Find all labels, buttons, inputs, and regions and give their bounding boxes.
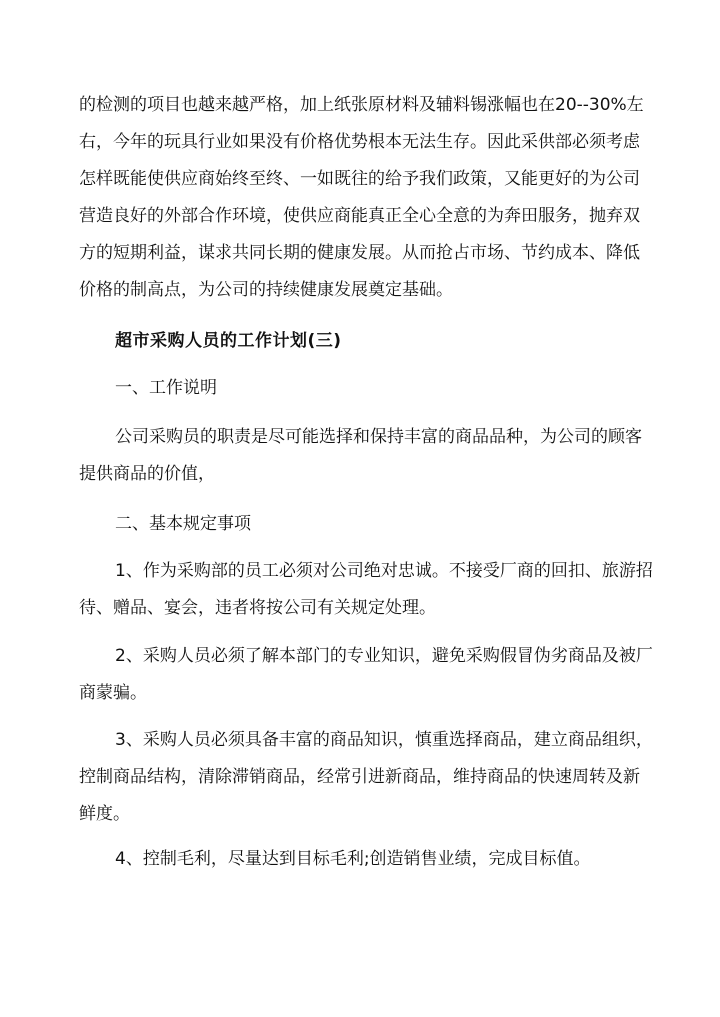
text-line: 1、作为采购部的员工必须对公司绝对忠诚。不接受厂商的回扣、旅游招 (115, 561, 653, 581)
text-line: 营造良好的外部合作环境，使供应商能真正全心全意的为奔田服务，抛弃双 (79, 206, 640, 226)
text-line: 商蒙骗。 (79, 683, 147, 703)
paragraph-intro (79, 87, 649, 309)
section-title-block (79, 323, 649, 360)
text-line: 价格的制高点，为公司的持续健康发展奠定基础。 (79, 280, 453, 300)
section2-heading: 二、基本规定事项 (115, 514, 251, 534)
text-line: 提供商品的价值， (79, 464, 215, 484)
paragraph-job-description (79, 419, 649, 493)
text-line: 待、赠品、宴会，违者将按公司有关规定处理。 (79, 598, 436, 618)
list-item-2 (79, 638, 653, 712)
text-line: 4、控制毛利，尽量达到目标毛利;创造销售业绩，完成目标值。 (115, 849, 591, 869)
text-line: 怎样既能使供应商始终至终、一如既往的给予我们政策，又能更好的为公司 (79, 169, 640, 189)
text-line: 右，今年的玩具行业如果没有价格优势根本无法生存。因此采供部必须考虑 (79, 132, 640, 152)
text-line: 控制商品结构，清除滞销商品，经常引进新商品，维持商品的快速周转及新 (79, 767, 640, 787)
section-title: 超市采购人员的工作计划(三) (115, 331, 342, 351)
section1-heading-block (79, 370, 649, 407)
text-line: 公司采购员的职责是尽可能选择和保持丰富的商品品种，为公司的顾客 (115, 427, 642, 447)
text-line: 方的短期利益，谋求共同长期的健康发展。从而抢占市场、节约成本、降低 (79, 243, 640, 263)
text-line: 2、采购人员必须了解本部门的专业知识，避免采购假冒伪劣商品及被厂 (115, 646, 653, 666)
text-line: 的检测的项目也越来越严格，加上纸张原材料及辅料锡涨幅也在20--30%左 (79, 95, 644, 115)
text-line: 3、采购人员必须具备丰富的商品知识，慎重选择商品，建立商品组织， (115, 730, 653, 750)
list-item-3 (79, 722, 653, 833)
section1-heading: 一、工作说明 (115, 378, 217, 398)
section2-heading-block (79, 506, 649, 543)
list-item-1 (79, 553, 653, 627)
list-item-4 (79, 841, 649, 878)
text-line: 鲜度。 (79, 804, 130, 824)
